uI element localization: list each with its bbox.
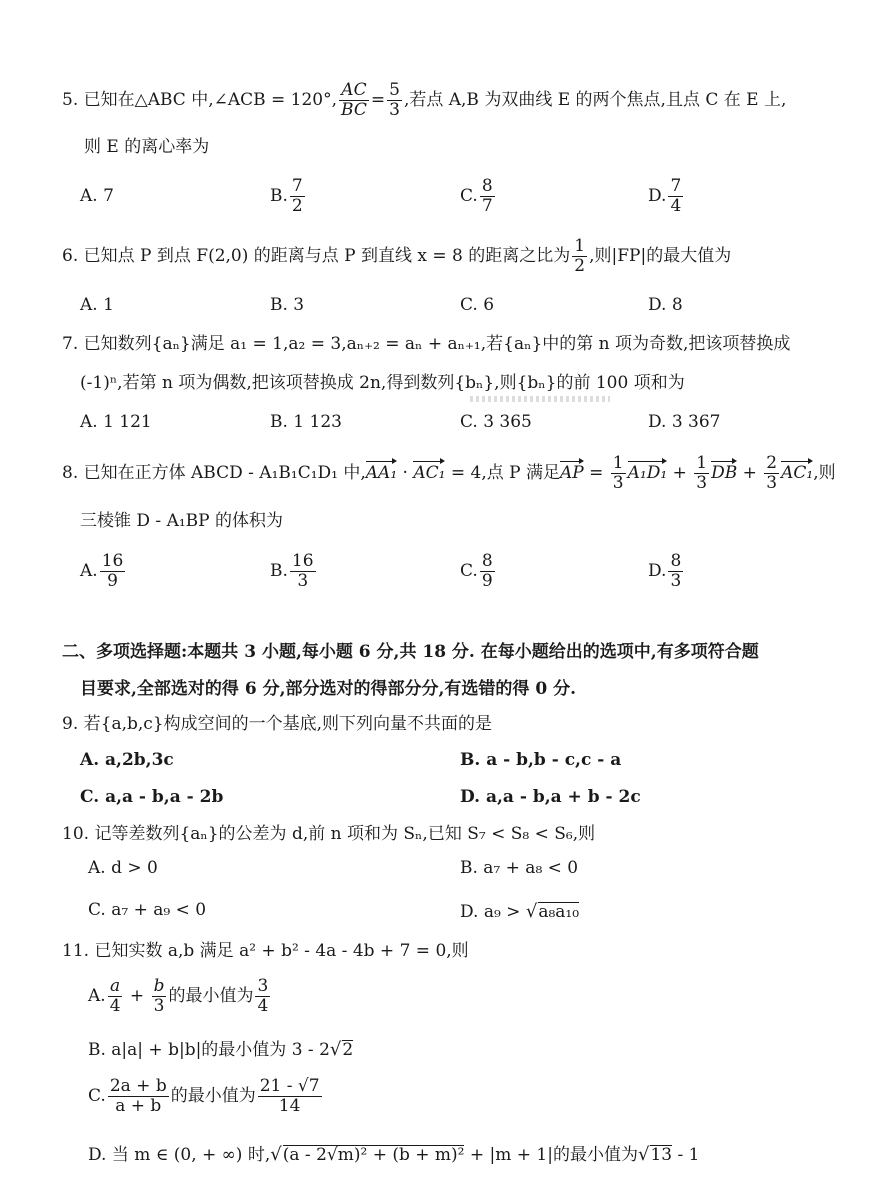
q9-stem: 9. 若{a,b,c}构成空间的一个基底,则下列向量不共面的是 [62,714,493,734]
q11-option-c: C. $\frac{2a + b}{a + b}$ 的最小值为 $\frac{21 - √7}{14}$ [88,1076,320,1116]
q9-option-b: B. a - b,b - c,c - a [460,750,622,770]
q8-vector-ac1: AC₁ [413,463,446,483]
q8-option-d: D. $\frac{8}{3}$ [648,551,682,591]
q6-option-a: A. 1 [80,295,114,315]
q5-frac-num: AC [341,80,367,100]
q8-stem-text-a: 8. 已知在正方体 ABCD - A₁B₁C₁D₁ 中, [62,463,366,483]
q11-d-sqrt-expr: (a - 2√m)² + (b + m)² [282,1145,465,1165]
q5-frac-ratio [387,82,402,119]
q11-stem: 11. 已知实数 a,b 满足 a² + b² - 4a - 4b + 7 = 0,则 [62,941,469,961]
q11-option-a: A. $\frac{a}{4}$ + $\frac{b}{3}$ 的最小值为 $\frac{3}{4}$ [88,976,269,1016]
q6-frac-den: 2 [574,256,586,276]
q5-option-d: D. $\frac{7}{4}$ [648,176,682,216]
q10-option-c: C. a₇ + a₉ < 0 [88,900,207,920]
q8-stem-text-c: ,则 [813,463,836,483]
q10-stem: 10. 记等差数列{aₙ}的公差为 d,前 n 项和为 Sₙ,已知 S₇ < S₈ < S₆,则 [62,824,596,844]
q8-option-c: C. $\frac{8}{9}$ [460,551,493,591]
q10-sqrt-radicand: a₈a₁₀ [538,902,580,922]
q5-stem-line2: 则 E 的离心率为 [84,137,210,157]
q6-stem [62,238,731,275]
q6-frac [572,238,587,275]
q8-frac-2: $\frac{1}{3}$ [696,453,708,493]
q5-stem-text-b: ,若点 A,B 为双曲线 E 的两个焦点,且点 C 在 E 上, [403,90,787,110]
q6-option-c: C. 6 [460,295,495,315]
q7-option-d: D. 3 367 [648,412,721,432]
q8-stem-text-b: = 4,点 P 满足 [445,463,561,483]
section2-heading-line1: 二、多项选择题:本题共 3 小题,每小题 6 分,共 18 分. 在每小题给出的选项中,有多项符合题 [62,642,759,662]
q5-frac-den: BC [341,100,367,120]
q7-option-b: B. 1 123 [270,412,342,432]
q8-vector-ac1-b: AC₁ [781,463,814,483]
section2-heading-line2: 目要求,全部选对的得 6 分,部分选对的得部分分,有选错的得 0 分. [80,679,577,699]
q10-option-a: A. d > 0 [88,858,158,878]
q8-option-b: B. $\frac{16}{3}$ [270,551,314,591]
q8-vector-ap: AP [560,463,584,483]
q5-eq: = [370,90,386,110]
q10-option-d: D. a₉ > √a₈a₁₀ [460,901,580,922]
q5-option-b: B. $\frac{7}{2}$ [270,176,303,216]
q6-stem-text-a: 6. 已知点 P 到点 F(2,0) 的距离与点 P 到直线 x = 8 的距离之比为 [62,246,571,266]
q11-option-d: D. 当 m ∈ (0, + ∞) 时,√(a - 2√m)² + (b + m)² + |m + 1|的最小值为√13 - 1 [88,1144,700,1165]
q5-stem-text-a: 5. 已知在△ABC 中,∠ACB = 120°, [62,90,338,110]
scan-noise [470,396,610,402]
q7-stem-line2: (-1)ⁿ,若第 n 项为偶数,把该项替换成 2n,得到数列{bₙ},则{bₙ}的前 100 项和为 [80,373,685,393]
q11-option-b: B. a|a| + b|b|的最小值为 3 - 2√2 [88,1039,354,1060]
q6-stem-text-b: ,则|FP|的最大值为 [589,246,732,266]
q7-option-c: C. 3 365 [460,412,532,432]
q9-option-d: D. a,a - b,a + b - 2c [460,787,641,807]
q8-option-a: A. $\frac{16}{9}$ [80,551,124,591]
q7-option-a: A. 1 121 [80,412,152,432]
q8-frac-3: $\frac{2}{3}$ [766,453,778,493]
q5-ratio-den: 3 [389,100,400,120]
q8-vector-aa1: AA₁ [365,463,398,483]
q8-vector-a1d1: A₁D₁ [627,463,668,483]
q9-option-a: A. a,2b,3c [80,750,174,770]
q8-frac-1: $\frac{1}{3}$ [612,453,624,493]
q5-ratio-num: 5 [389,80,400,100]
q6-option-d: D. 8 [648,295,683,315]
q8-vector-db: DB [711,463,738,483]
q5-stem-line1 [62,82,786,119]
q7-stem-line1: 7. 已知数列{aₙ}满足 a₁ = 1,a₂ = 3,aₙ₊₂ = aₙ + aₙ₊₁,若{aₙ}中的第 n 项为奇数,把该项替换成 [62,334,791,354]
q8-stem-line1: 8. 已知在正方体 ABCD - A₁B₁C₁D₁ 中,AA₁ · AC₁ = 4,点 P 满足AP = $\frac{1}{3}$ A₁D₁ + $\frac{1}{3}$ DB + $\frac{2}{3}$ AC₁,则 [62,453,836,493]
q5-option-a: A. 7 [80,186,114,206]
q6-frac-num: 1 [574,236,586,256]
q5-option-c: C. $\frac{8}{7}$ [460,176,493,216]
q9-option-c: C. a,a - b,a - 2b [80,787,224,807]
q8-stem-line2: 三棱锥 D - A₁BP 的体积为 [80,511,284,531]
q5-frac-ac-bc [339,82,369,119]
q10-option-b: B. a₇ + a₈ < 0 [460,858,579,878]
q6-option-b: B. 3 [270,295,305,315]
